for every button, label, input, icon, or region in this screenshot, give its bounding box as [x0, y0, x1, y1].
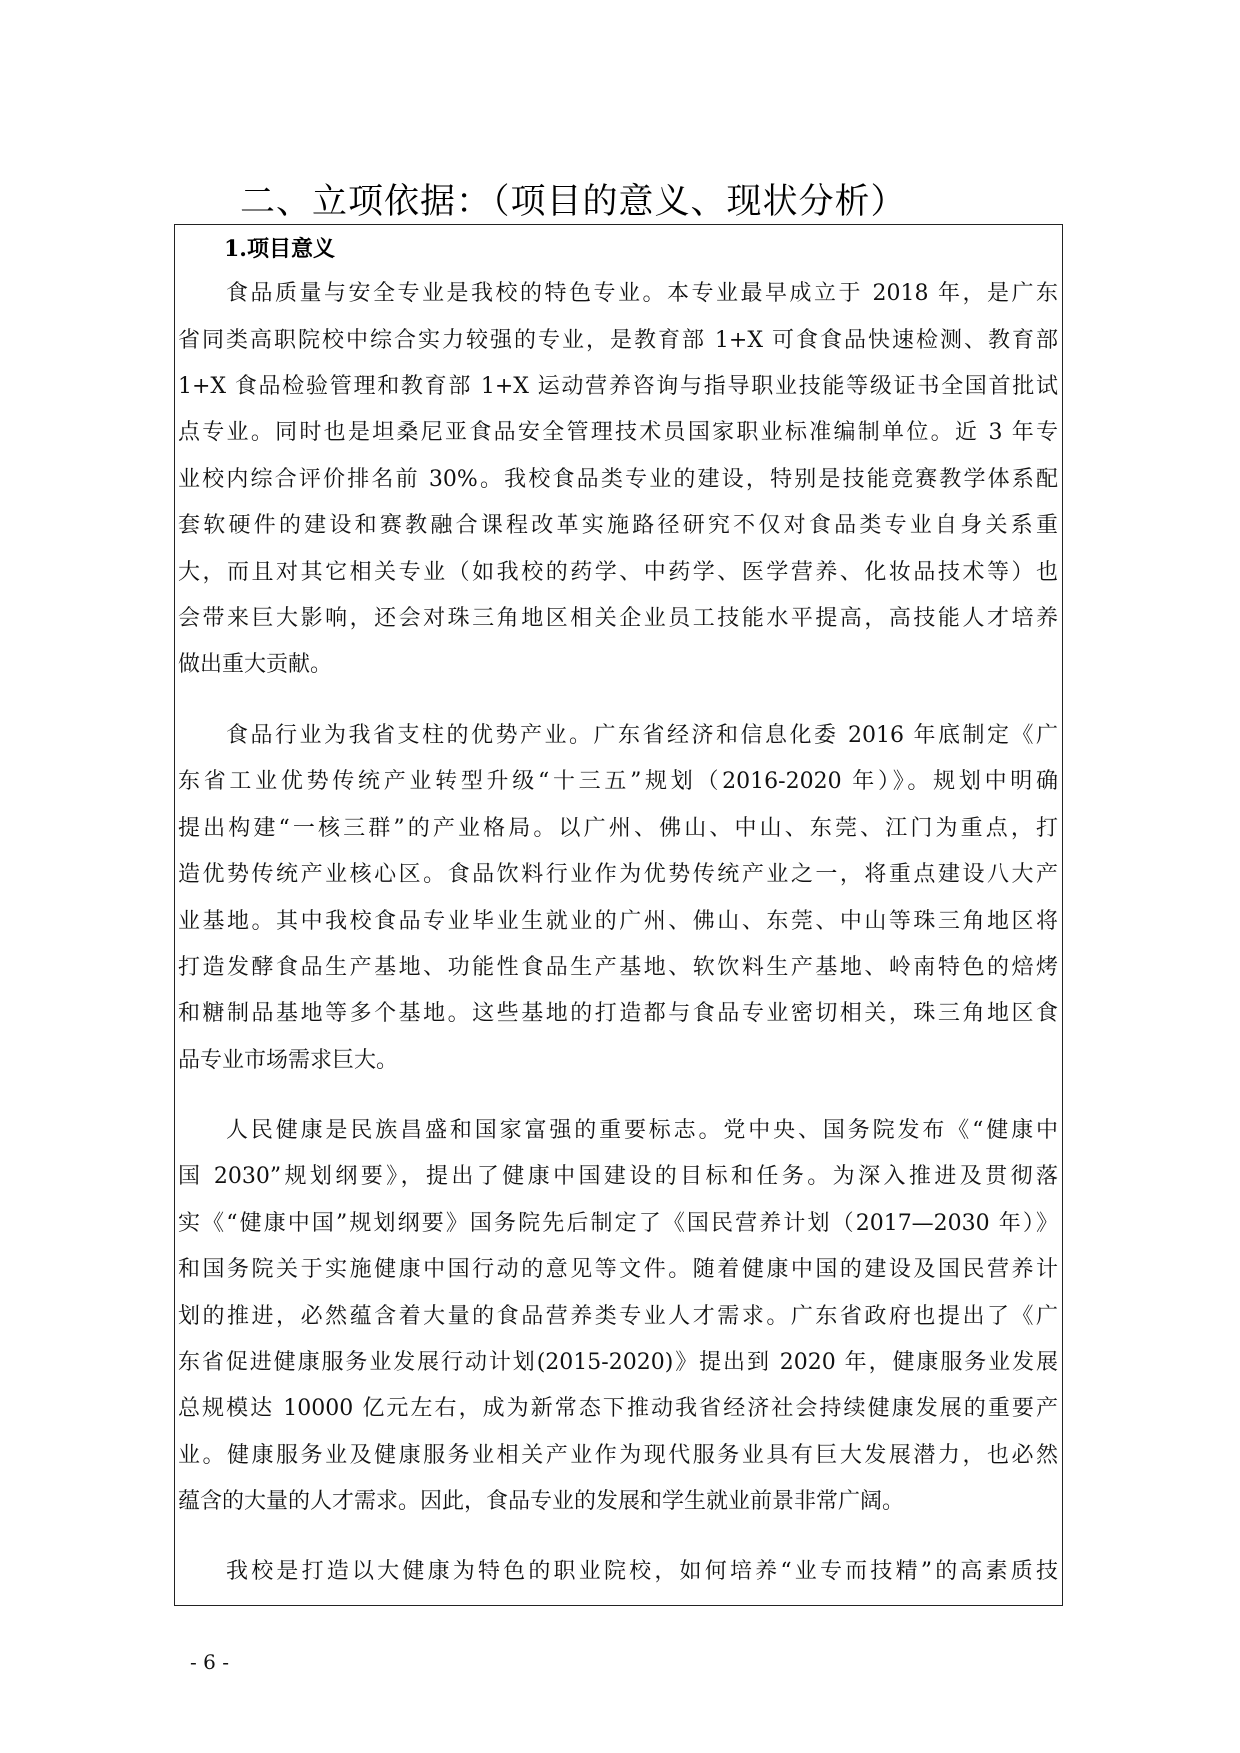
- text-line: 会带来巨大影响，还会对珠三角地区相关企业员工技能水平提高，高技能人才培养: [178, 606, 1058, 631]
- text-line: 蕴含的大量的人才需求。因此，食品专业的发展和学生就业前景非常广阔。: [178, 1489, 905, 1514]
- text-line: 套软硬件的建设和赛教融合课程改革实施路径研究不仅对食品类专业自身关系重: [178, 513, 1058, 538]
- text-line: 人民健康是民族昌盛和国家富强的重要标志。党中央、国务院发布《“健康中: [226, 1118, 1058, 1143]
- text-line: 业校内综合评价排名前 30%。我校食品类专业的建设，特别是技能竞赛教学体系配: [178, 467, 1058, 492]
- subsection-title: 1.项目意义: [224, 236, 335, 262]
- text-line: 东省促进健康服务业发展行动计划(2015-2020)》提出到 2020 年，健康服务业发展: [178, 1350, 1058, 1375]
- text-line: 总规模达 10000 亿元左右，成为新常态下推动我省经济社会持续健康发展的重要产: [178, 1396, 1058, 1421]
- text-line: 打造发酵食品生产基地、功能性食品生产基地、软饮料生产基地、岭南特色的焙烤: [178, 955, 1058, 980]
- text-line: 大，而且对其它相关专业（如我校的药学、中药学、医学营养、化妆品技术等）也: [178, 560, 1058, 585]
- text-line: 东省工业优势传统产业转型升级“十三五”规划（2016-2020 年）》。规划中明确: [178, 769, 1058, 794]
- text-line: 业。健康服务业及健康服务业相关产业作为现代服务业具有巨大发展潜力，也必然: [178, 1443, 1058, 1468]
- text-line: 国 2030”规划纲要》，提出了健康中国建设的目标和任务。为深入推进及贯彻落: [178, 1164, 1058, 1189]
- text-line: 实《“健康中国”规划纲要》国务院先后制定了《国民营养计划（2017—2030 年）》: [178, 1211, 1058, 1236]
- text-line: 品专业市场需求巨大。: [178, 1048, 399, 1073]
- text-line: 业基地。其中我校食品专业毕业生就业的广州、佛山、东莞、中山等珠三角地区将: [178, 909, 1058, 934]
- page-number: - 6 -: [190, 1650, 229, 1674]
- text-line: 省同类高职院校中综合实力较强的专业，是教育部 1+X 可食食品快速检测、教育部: [178, 328, 1058, 353]
- text-line: 食品质量与安全专业是我校的特色专业。本专业最早成立于 2018 年，是广东: [226, 281, 1058, 306]
- text-line: 1+X 食品检验管理和教育部 1+X 运动营养咨询与指导职业技能等级证书全国首批试: [178, 374, 1058, 399]
- text-line: 做出重大贡献。: [178, 652, 333, 677]
- text-line: 划的推进，必然蕴含着大量的食品营养类专业人才需求。广东省政府也提出了《广: [178, 1304, 1058, 1329]
- text-line: 造优势传统产业核心区。食品饮料行业作为优势传统产业之一，将重点建设八大产: [178, 862, 1058, 887]
- text-line: 食品行业为我省支柱的优势产业。广东省经济和信息化委 2016 年底制定《广: [226, 723, 1058, 748]
- text-line: 和国务院关于实施健康中国行动的意见等文件。随着健康中国的建设及国民营养计: [178, 1257, 1058, 1282]
- text-line: 我校是打造以大健康为特色的职业院校，如何培养“业专而技精”的高素质技: [226, 1559, 1058, 1584]
- text-line: 点专业。同时也是坦桑尼亚食品安全管理技术员国家职业标准编制单位。近 3 年专: [178, 420, 1058, 445]
- section-heading: 二、立项依据：（项目的意义、现状分析）: [240, 182, 907, 222]
- text-line: 和糖制品基地等多个基地。这些基地的打造都与食品专业密切相关，珠三角地区食: [178, 1001, 1058, 1026]
- text-line: 提出构建“一核三群”的产业格局。以广州、佛山、中山、东莞、江门为重点，打: [178, 816, 1058, 841]
